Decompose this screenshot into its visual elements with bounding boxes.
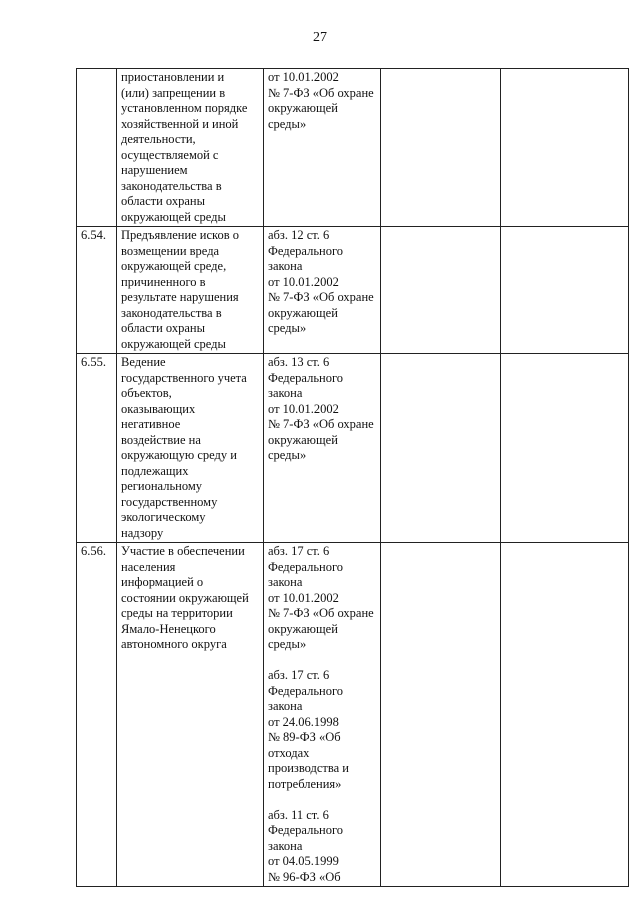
text-line: области охраны <box>121 321 205 335</box>
text-line: производства и <box>268 761 349 775</box>
text-line: закона <box>268 386 303 400</box>
text-line: окружающей среде, <box>121 259 227 273</box>
legal-reference <box>268 228 376 337</box>
text-line: возмещении вреда <box>121 243 220 258</box>
text-line: хозяйственной и иной <box>121 116 239 131</box>
text-line: закона <box>268 575 303 589</box>
row-description <box>117 227 264 354</box>
text-line: надзору <box>121 525 164 540</box>
table-row <box>77 354 629 543</box>
text-line: от 10.01.2002 <box>268 590 339 605</box>
text-line: приостановлении и <box>121 70 225 84</box>
text-line: среды на территории <box>121 606 233 620</box>
authority-table <box>76 68 629 887</box>
page-number: 27 <box>313 30 327 45</box>
empty-cell <box>501 543 629 887</box>
text-line: от 24.06.1998 <box>268 714 339 729</box>
text-line: закона <box>268 259 303 273</box>
text-line: закона <box>268 699 303 713</box>
text-line: причиненного в <box>121 274 206 289</box>
row-number: 6.54. <box>77 227 117 354</box>
text-line: государственному <box>121 494 218 509</box>
row-legal-basis <box>264 69 381 227</box>
text-line: Федерального <box>268 370 344 385</box>
text-line: нарушением <box>121 163 188 177</box>
text-line: № 89-ФЗ «Об <box>268 730 341 744</box>
empty-cell <box>501 354 629 543</box>
text-line: (или) запрещении в <box>121 85 226 100</box>
text-line: № 96-ФЗ «Об <box>268 869 341 884</box>
text-line: потребления» <box>268 776 342 791</box>
empty-cell <box>501 69 629 227</box>
text-line: окружающей среды <box>121 209 226 224</box>
row-description <box>117 543 264 887</box>
row-legal-basis <box>264 227 381 354</box>
text-line: экологическому <box>121 510 206 524</box>
text-line: Федерального <box>268 559 344 574</box>
text-line: № 7-ФЗ «Об охране <box>268 417 374 431</box>
text-line: населения <box>121 559 176 574</box>
row-number <box>77 69 117 227</box>
text-line: установленном порядке <box>121 101 248 115</box>
text-line: области охраны <box>121 194 205 208</box>
text-line: государственного учета <box>121 370 247 385</box>
row-number: 6.55. <box>77 354 117 543</box>
text-line: оказывающих <box>121 401 196 416</box>
text-line: среды» <box>268 321 307 335</box>
text-line: Участие в обеспечении <box>121 544 245 558</box>
empty-cell <box>381 69 501 227</box>
text-line: окружающей <box>268 101 338 115</box>
table-row <box>77 543 629 887</box>
text-line: среды» <box>268 116 307 131</box>
legal-reference <box>268 355 376 464</box>
legal-reference <box>268 544 376 653</box>
text-line: № 7-ФЗ «Об охране <box>268 85 374 100</box>
table-row <box>77 227 629 354</box>
empty-cell <box>381 354 501 543</box>
text-line: информацией о <box>121 575 204 589</box>
table-row <box>77 69 629 227</box>
text-line: среды» <box>268 448 307 462</box>
text-line: от 10.01.2002 <box>268 70 339 84</box>
text-line: Ведение <box>121 355 166 369</box>
text-line: автономного округа <box>121 637 227 651</box>
row-number: 6.56. <box>77 543 117 887</box>
empty-cell <box>381 227 501 354</box>
text-line: законодательства в <box>121 178 222 193</box>
text-line: подлежащих <box>121 463 189 478</box>
text-line: региональному <box>121 479 203 493</box>
text-line: результате нарушения <box>121 290 239 304</box>
text-line: законодательства в <box>121 305 222 320</box>
legal-reference <box>268 808 376 886</box>
row-legal-basis <box>264 543 381 887</box>
text-line: от 04.05.1999 <box>268 854 339 868</box>
text-line: окружающей среды <box>121 336 226 351</box>
text-line: от 10.01.2002 <box>268 274 339 289</box>
text-line: окружающей <box>268 621 338 636</box>
text-line: окружающую среду и <box>121 448 237 462</box>
text-line: закона <box>268 838 303 853</box>
text-line: Ямало-Ненецкого <box>121 621 216 636</box>
text-line: отходах <box>268 745 310 760</box>
text-line: абз. 12 ст. 6 <box>268 228 330 242</box>
text-line: состоянии окружающей <box>121 590 249 605</box>
text-line: воздействие на <box>121 432 201 447</box>
legal-reference <box>268 668 376 792</box>
text-line: негативное <box>121 417 181 431</box>
text-line: от 10.01.2002 <box>268 401 339 416</box>
text-line: абз. 11 ст. 6 <box>268 807 329 822</box>
empty-cell <box>381 543 501 887</box>
text-line: деятельности, <box>121 132 196 146</box>
text-line: абз. 17 ст. 6 <box>268 544 330 558</box>
text-line: абз. 13 ст. 6 <box>268 355 330 369</box>
text-line: окружающей <box>268 305 338 320</box>
text-line: абз. 17 ст. 6 <box>268 668 330 682</box>
row-description <box>117 354 264 543</box>
row-description <box>117 69 264 227</box>
empty-cell <box>501 227 629 354</box>
text-line: Предъявление исков о <box>121 228 240 242</box>
text-line: Федерального <box>268 683 344 698</box>
text-line: среды» <box>268 637 307 651</box>
row-legal-basis <box>264 354 381 543</box>
legal-reference <box>268 70 376 132</box>
text-line: № 7-ФЗ «Об охране <box>268 606 374 620</box>
text-line: окружающей <box>268 432 338 447</box>
text-line: Федерального <box>268 823 344 837</box>
text-line: осуществляемой с <box>121 147 219 162</box>
text-line: № 7-ФЗ «Об охране <box>268 290 374 304</box>
text-line: объектов, <box>121 386 172 400</box>
text-line: Федерального <box>268 243 344 258</box>
